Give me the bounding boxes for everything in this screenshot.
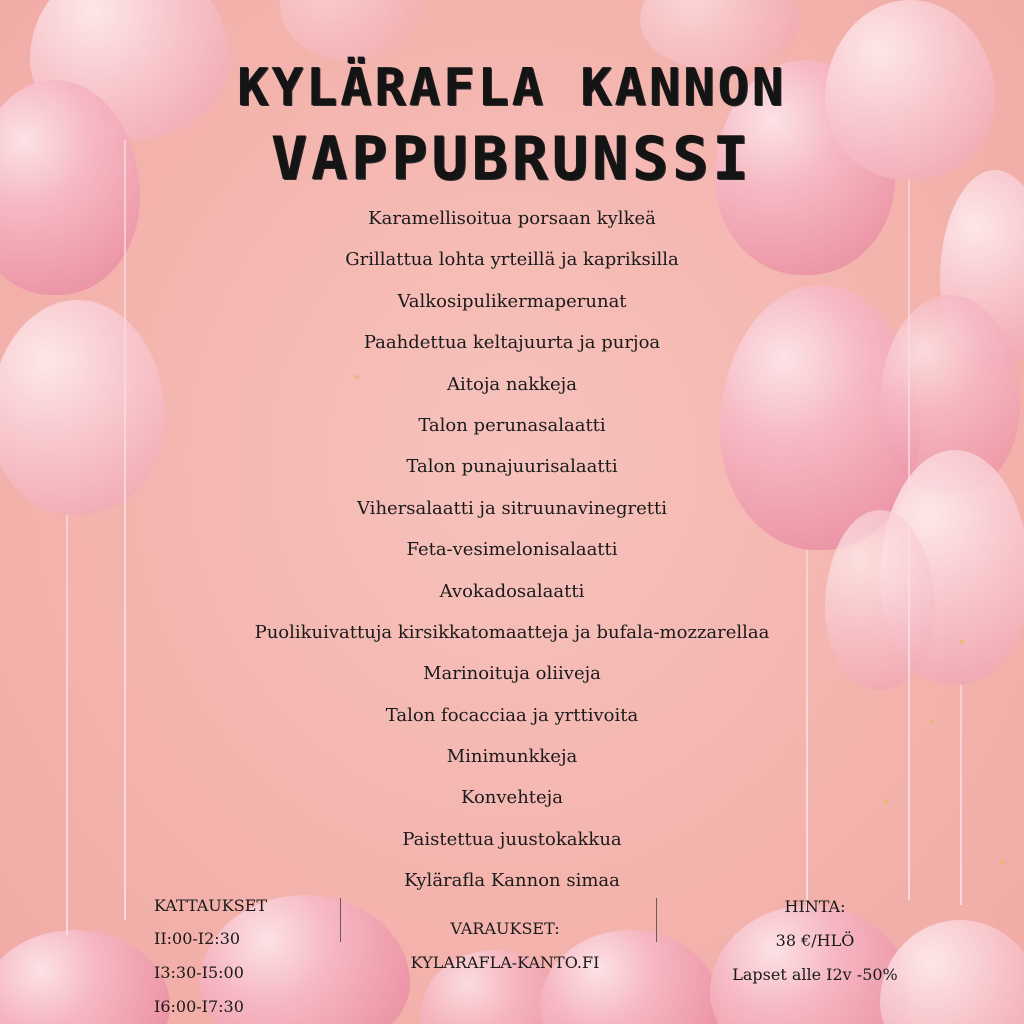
balloon-decoration [280,0,420,60]
footer-divider [656,898,657,942]
price-child-discount: Lapset alle I2v -50% [732,965,898,984]
poster-title-line1: KYLÄRAFLA KANNON [237,58,787,118]
menu-item: Karamellisoitua porsaan kylkeä [368,208,656,229]
sittings-label: KATTAUKSET [154,896,268,915]
price-label: HINTA: [784,897,846,916]
reservations-label: VARAUKSET: [450,919,560,938]
balloon-decoration [0,930,170,1024]
sitting-time: I3:30-I5:00 [154,963,244,982]
menu-item: Talon punajuurisalaatti [406,456,618,478]
price-section [690,890,940,992]
menu-item: Minimunkkeja [446,746,578,768]
menu-item: Grillattua lohta yrteillä ja kapriksilla [345,249,679,271]
price-amount: 38 €/HLÖ [775,931,855,950]
menu-list [0,198,1024,902]
reservations-section [380,912,630,980]
menu-item: Kylärafla Kannon simaa [404,870,620,892]
menu-item: Puolikuivattuja kirsikkatomaatteja ja bufala-mozzarellaa [254,621,770,643]
menu-item: Valkosipulikermaperunat [397,290,627,312]
sitting-time: II:00-I2:30 [154,929,241,948]
menu-item: Paahdettua keltajuurta ja purjoa [363,332,661,354]
menu-item: Marinoituja oliiveja [423,663,601,685]
menu-item: Talon focacciaa ja yrttivoita [385,704,639,726]
menu-item: Talon perunasalaatti [418,414,606,436]
menu-item: Paistettua juustokakkua [402,828,622,850]
menu-item: Avokadosalaatti [439,580,585,602]
reservations-website: KYLARAFLA-KANTO.FI [410,953,600,972]
menu-item: Feta-vesimelonisalaatti [406,539,618,561]
footer-divider [340,898,341,942]
poster-title-line2: VAPPUBRUNSSI [271,124,753,194]
sitting-time: I6:00-I7:30 [154,997,244,1016]
menu-item: Aitoja nakkeja [447,373,577,395]
menu-item: Konvehteja [460,787,563,809]
sittings-section [154,890,334,1024]
menu-item: Vihersalaatti ja sitruunavinegretti [357,497,667,519]
